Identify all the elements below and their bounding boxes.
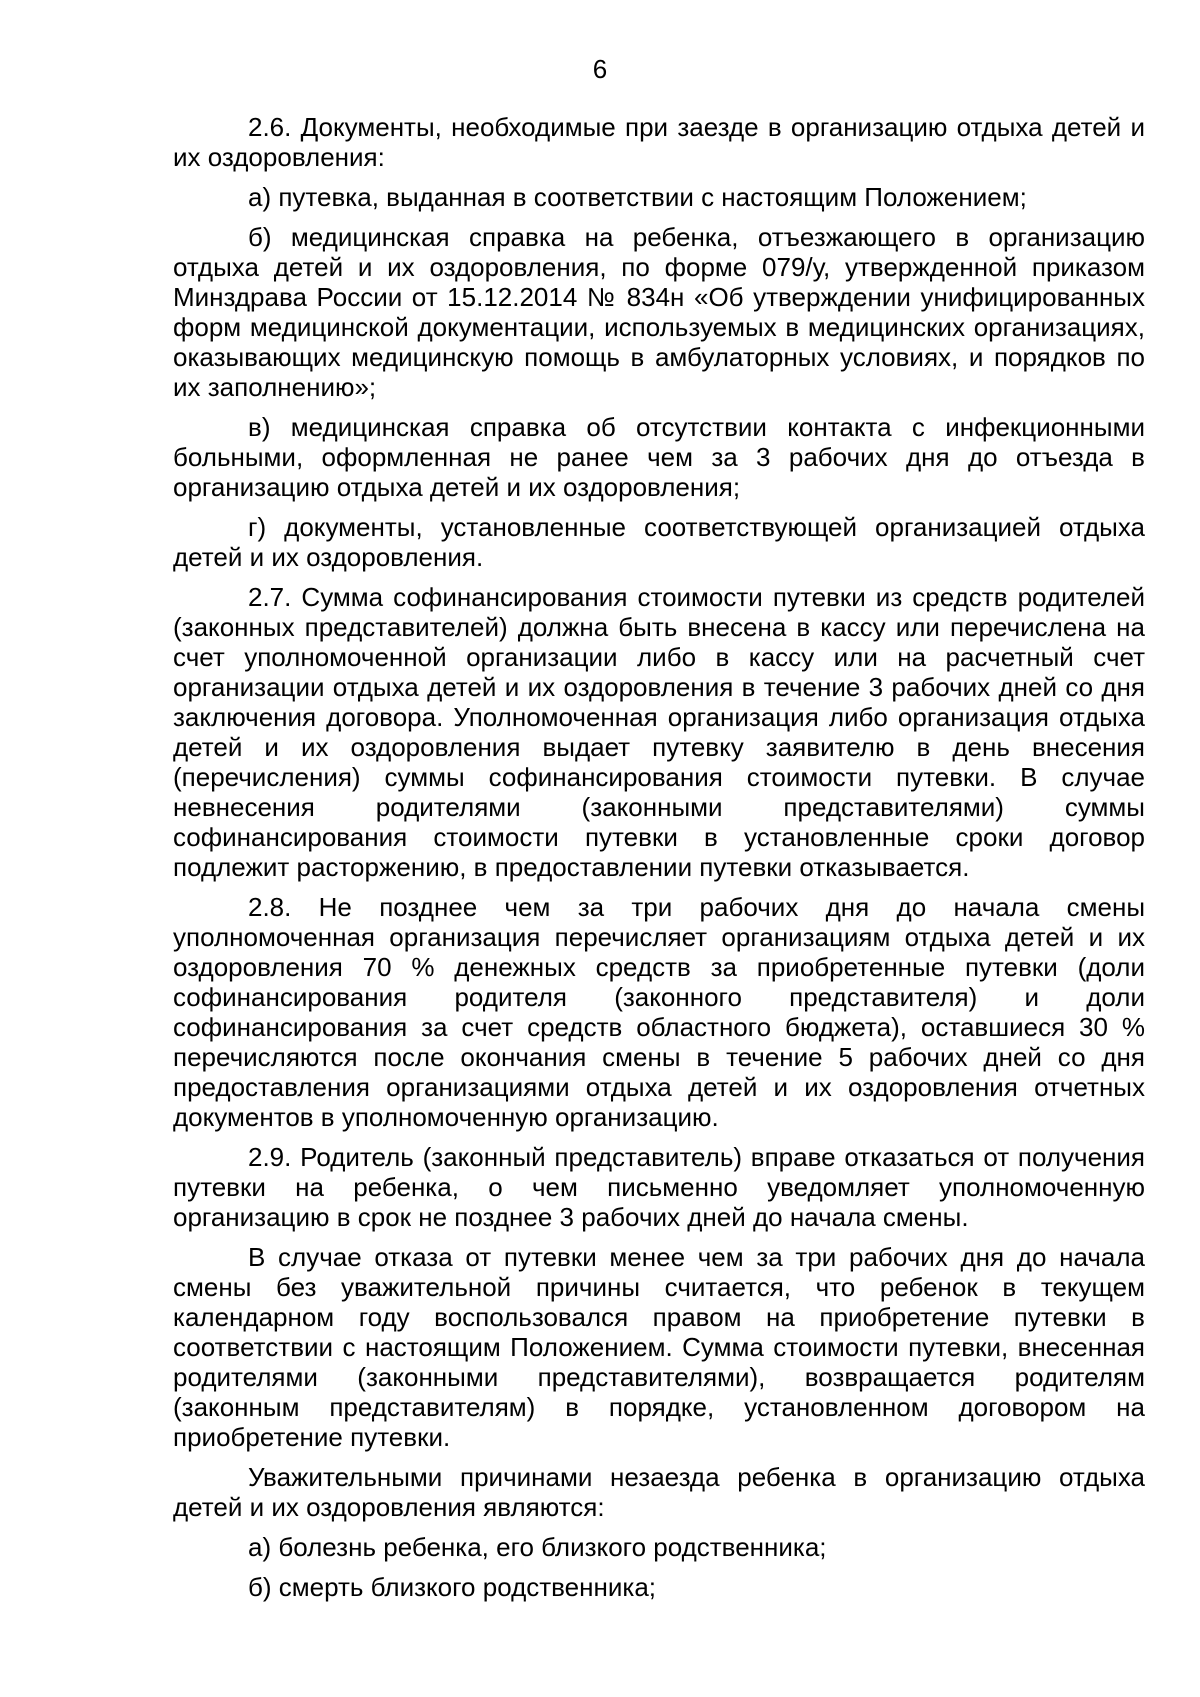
list-item-a-voucher: а) путевка, выданная в соответствии с настоящим Положением;: [248, 182, 1027, 212]
list-item-a-illness: а) болезнь ребенка, его близкого родственника;: [248, 1532, 827, 1562]
page-number: 6: [592, 54, 608, 84]
paragraph-2-9: 2.9. Родитель (законный представитель) вправе отказаться от получения путевки на ребенка, о чем письменно уведомляет уполномоченную организацию в срок не позднее 3 рабочих дней до начала смены.: [173, 1142, 1145, 1232]
paragraph-2-7: 2.7. Сумма софинансирования стоимости путевки из средств родителей (законных представителей) должна быть внесена в кассу или перечислена на счет уполномоченной организации либо в кассу или на расчетный счет организации отдыха детей и их оздоровления в течение 3 рабочих дней со дня заключения договора. Уполномоченная организация либо организация отдыха детей и их оздоровления выдает путевку заявителю в день внесения (перечисления) суммы софинансирования стоимости путевки. В случае невнесения родителями (законными представителями) суммы софинансирования стоимости путевки в установленные сроки договор подлежит расторжению, в предоставлении путевки отказывается.: [173, 582, 1145, 882]
list-item-g-documents: г) документы, установленные соответствующей организацией отдыха детей и их оздоровления.: [173, 512, 1145, 572]
paragraph-valid-reasons: Уважительными причинами незаезда ребенка в организацию отдыха детей и их оздоровления являются:: [173, 1462, 1145, 1522]
list-item-b-medical-certificate: б) медицинская справка на ребенка, отъезжающего в организацию отдыха детей и их оздоровления, по форме 079/у, утвержденной приказом Минздрава России от 15.12.2014 № 834н «Об утверждении унифицированных форм медицинской документации, используемых в медицинских организациях, оказывающих медицинскую помощь в амбулаторных условиях, и порядков по их заполнению»;: [173, 222, 1145, 402]
paragraph-2-8: 2.8. Не позднее чем за три рабочих дня до начала смены уполномоченная организация перечисляет организациям отдыха детей и их оздоровления 70 % денежных средств за приобретенные путевки (доли софинансирования родителя (законного представителя) и доли софинансирования за счет средств областного бюджета), оставшиеся 30 % перечисляются после окончания смены в течение 5 рабочих дней со дня предоставления организациями отдыха детей и их оздоровления отчетных документов в уполномоченную организацию.: [173, 892, 1145, 1132]
document-body: [173, 112, 1145, 1612]
paragraph-refusal: В случае отказа от путевки менее чем за три рабочих дня до начала смены без уважительной причины считается, что ребенок в текущем календарном году воспользовался правом на приобретение путевки в соответствии с настоящим Положением. Сумма стоимости путевки, внесенная родителями (законными представителями), возвращается родителям (законным представителям) в порядке, установленном договором на приобретение путевки.: [173, 1242, 1145, 1452]
list-item-b-death: б) смерть близкого родственника;: [248, 1572, 657, 1602]
list-item-v-no-contact-certificate: в) медицинская справка об отсутствии контакта с инфекционными больными, оформленная не ранее чем за 3 рабочих дня до отъезда в организацию отдыха детей и их оздоровления;: [173, 412, 1145, 502]
paragraph-2-6: 2.6. Документы, необходимые при заезде в организацию отдыха детей и их оздоровления:: [173, 112, 1145, 172]
